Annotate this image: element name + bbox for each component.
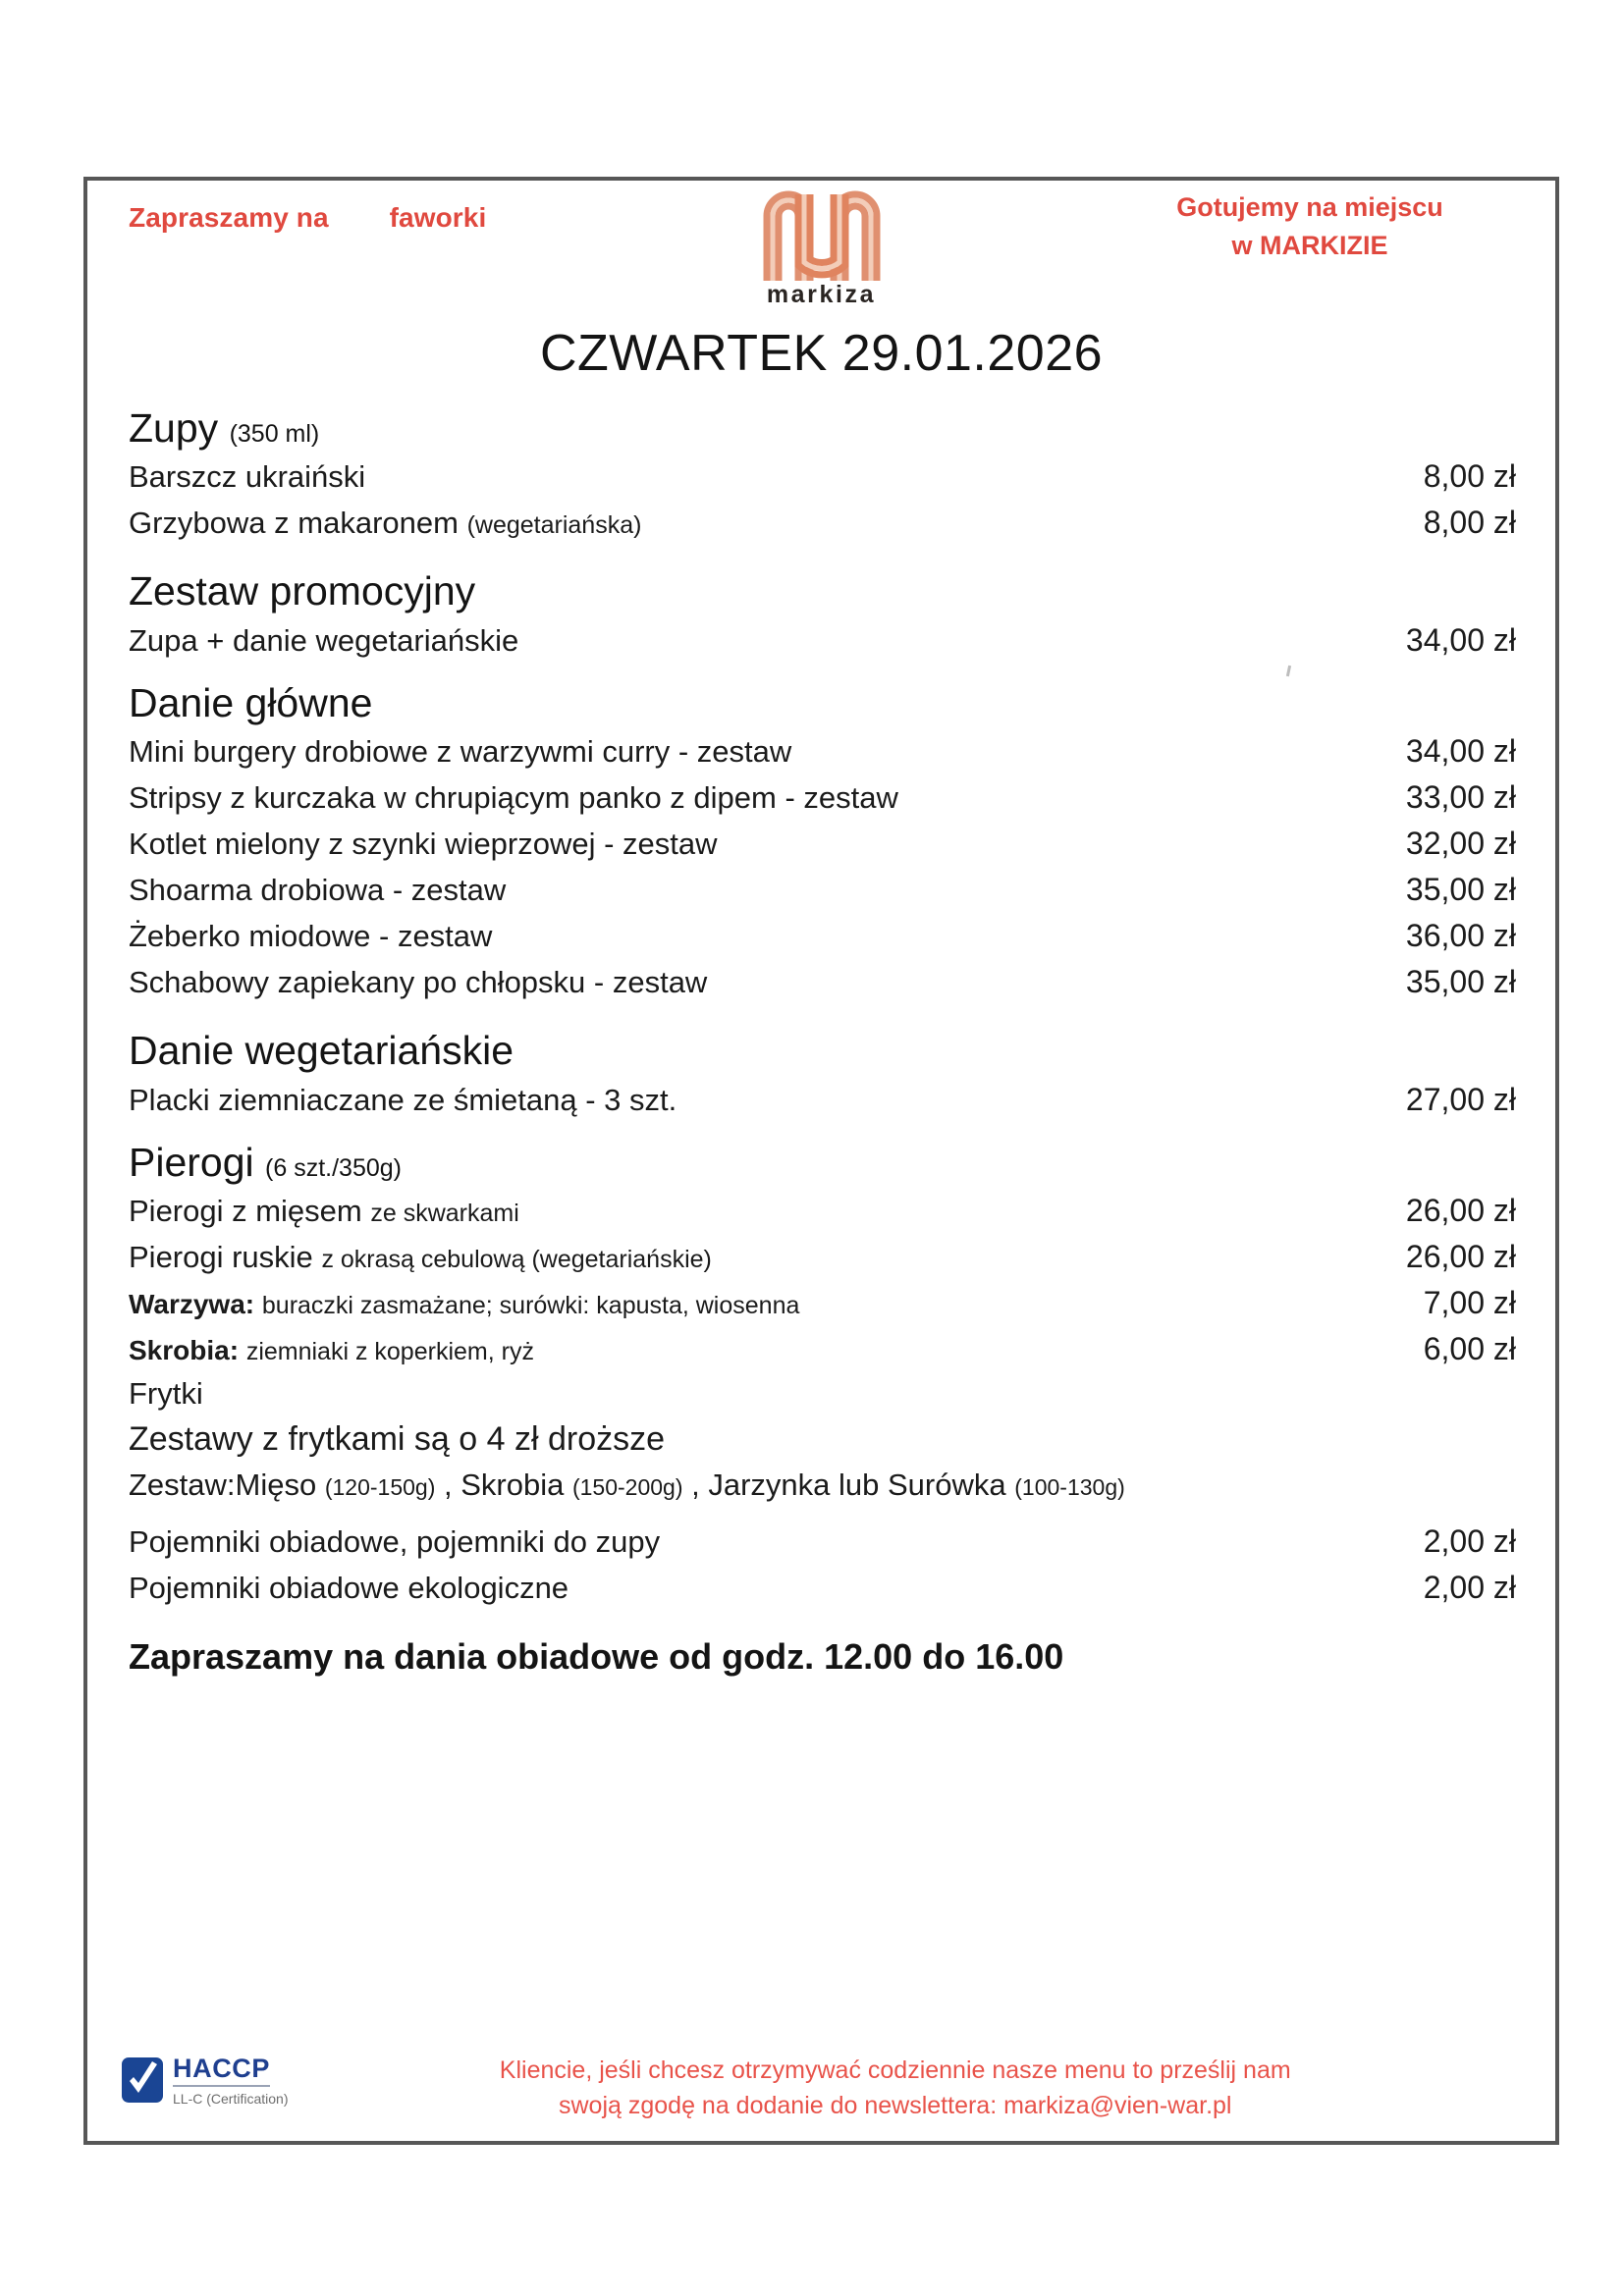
markiza-m-logo-icon (757, 175, 887, 285)
composition-starch-weight: (150-200g) (571, 1473, 683, 1500)
item-name-main: Schabowy zapiekany po chłopsku - zestaw (129, 965, 708, 1000)
item-name (129, 618, 518, 664)
item-name (129, 1078, 677, 1123)
vegetables-description: buraczki zasmażane; surówki: kapusta, wiosenna (261, 1292, 800, 1320)
item-name-main: Grzybowa z makaronem (129, 506, 459, 541)
item-price: 7,00 zł (1423, 1285, 1516, 1321)
menu-row (121, 500, 1522, 546)
haccp-certifier-label: LL-C (Certification) (173, 2091, 289, 2107)
newsletter-invite (288, 2052, 1522, 2123)
item-name (129, 1189, 519, 1234)
item-price: 26,00 zł (1405, 1193, 1516, 1229)
menu-row (121, 959, 1522, 1005)
markiza-logo (719, 175, 925, 309)
item-name (129, 1284, 799, 1324)
item-name (129, 1520, 660, 1565)
composition-starch-label: , Skrobia (444, 1467, 565, 1502)
soups-heading-qty: (350 ml) (229, 420, 320, 448)
item-name-main: Pierogi ruskie (129, 1240, 313, 1275)
menu-row-starch (121, 1326, 1522, 1372)
item-name (129, 501, 641, 546)
cooking-tagline (1104, 188, 1516, 265)
menu-row (121, 867, 1522, 913)
section-heading-promo-set: Zestaw promocyjny (129, 568, 476, 614)
menu-footer (121, 2052, 1522, 2123)
item-name (129, 454, 365, 500)
item-price: 26,00 zł (1405, 1239, 1516, 1275)
menu-row (121, 821, 1522, 867)
menu-row (121, 1234, 1522, 1280)
item-name-main: Stripsy z kurczaka w chrupiącym panko z dipem - zestaw (129, 780, 898, 816)
item-price: 8,00 zł (1423, 505, 1516, 541)
item-name-main: Placki ziemniaczane ze śmietaną - 3 szt. (129, 1082, 677, 1117)
composition-meat-weight: (120-150g) (324, 1473, 436, 1500)
item-name-main: Zupa + danie wegetariańskie (129, 622, 519, 658)
item-price: 8,00 zł (1423, 458, 1516, 495)
page-title: CZWARTEK 29.01.2026 (539, 325, 1104, 382)
item-name (129, 960, 707, 1005)
item-price: 36,00 zł (1405, 918, 1516, 954)
starch-description: ziemniaki z koperkiem, ryż (245, 1338, 534, 1366)
item-name-main: Kotlet mielony z szynki wieprzowej - zestaw (129, 827, 718, 862)
menu-row (121, 1565, 1522, 1611)
stray-ink-mark (1286, 666, 1291, 676)
section-heading-pierogi (121, 1139, 1522, 1186)
fries-label: Frytki (129, 1376, 203, 1412)
opening-hours-note: Zapraszamy na dania obiadowe od godz. 12.00 do 16.00 (129, 1635, 1064, 1677)
item-name-main: Żeberko miodowe - zestaw (129, 919, 493, 954)
haccp-text (173, 2056, 288, 2106)
spacer (121, 1507, 1522, 1519)
item-price: 34,00 zł (1405, 733, 1516, 770)
section-heading-soups (121, 404, 1522, 452)
item-name-sub: z okrasą cebulową (wegetariańskie) (321, 1246, 712, 1274)
item-name (129, 729, 791, 774)
composition-veg-weight: (100-130g) (1014, 1473, 1125, 1500)
menu-row-vegetables (121, 1280, 1522, 1326)
logo-wordmark: markiza (766, 281, 877, 308)
menu-row (121, 1519, 1522, 1565)
item-name-sub: (wegetariańska) (466, 511, 642, 540)
tagline-line-1: Gotujemy na miejscu (1176, 192, 1443, 222)
item-price: 2,00 zł (1423, 1522, 1516, 1559)
section-heading-main: Danie główne (129, 679, 373, 725)
menu-content (87, 181, 1555, 2141)
item-price: 6,00 zł (1423, 1331, 1516, 1367)
item-price: 33,00 zł (1405, 779, 1516, 816)
item-price: 35,00 zł (1405, 964, 1516, 1000)
tagline-line-2: w MARKIZIE (1231, 231, 1388, 261)
newsletter-line-2: swoją zgodę na dodanie do newslettera: markiza@vien-war.pl (559, 2091, 1232, 2119)
item-price: 2,00 zł (1423, 1569, 1516, 1605)
item-name-main: Barszcz ukraiński (129, 459, 366, 495)
pierogi-heading-qty: (6 szt./350g) (265, 1153, 402, 1182)
menu-header (121, 181, 1522, 328)
menu-row (121, 728, 1522, 774)
composition-meat-label: Zestaw:Mięso (129, 1467, 317, 1502)
newsletter-line-1: Kliencie, jeśli chcesz otrzymywać codziennie nasze menu to prześlij nam (499, 2056, 1291, 2084)
item-price: 27,00 zł (1405, 1081, 1516, 1117)
vegetables-label: Warzywa: (129, 1289, 255, 1320)
haccp-checkmark-icon (121, 2056, 164, 2105)
item-price: 32,00 zł (1405, 826, 1516, 862)
menu-row (121, 454, 1522, 500)
menu-row (121, 913, 1522, 959)
promo-prefix-label: Zapraszamy na (129, 202, 329, 233)
promo-item-label: faworki (389, 202, 487, 233)
item-name-main: Pojemniki obiadowe, pojemniki do zupy (129, 1523, 661, 1559)
haccp-name-label: HACCP (173, 2056, 270, 2087)
pierogi-heading-label: Pierogi (129, 1139, 254, 1185)
menu-row (121, 1077, 1522, 1123)
item-name (129, 914, 492, 959)
section-heading-vegetarian: Danie wegetariańskie (129, 1028, 514, 1074)
item-name (129, 822, 718, 867)
item-name-sub: ze skwarkami (370, 1200, 519, 1228)
item-price: 35,00 zł (1405, 872, 1516, 908)
item-name-main: Mini burgery drobiowe z warzywmi curry - zestaw (129, 734, 792, 770)
menu-row (121, 617, 1522, 664)
item-name (129, 1566, 568, 1611)
item-name (129, 775, 898, 821)
haccp-certification (121, 2052, 288, 2106)
menu-row (121, 774, 1522, 821)
item-name (129, 1235, 712, 1280)
set-composition-note (121, 1464, 1522, 1507)
item-name-main: Pierogi z mięsem (129, 1194, 362, 1229)
promo-banner (129, 202, 486, 234)
starch-label: Skrobia: (129, 1335, 240, 1366)
composition-veg-label: , Jarzynka lub Surówka (691, 1467, 1006, 1502)
item-price: 34,00 zł (1405, 621, 1516, 658)
item-name-main: Shoarma drobiowa - zestaw (129, 873, 507, 908)
soups-heading-label: Zupy (129, 405, 219, 451)
menu-row (121, 1188, 1522, 1234)
item-name (129, 1330, 534, 1370)
item-name (129, 868, 506, 913)
menu-page (83, 177, 1559, 2145)
fries-surcharge-note: Zestawy z frytkami są o 4 zł droższe (129, 1420, 666, 1459)
item-name-main: Pojemniki obiadowe ekologiczne (129, 1570, 569, 1605)
